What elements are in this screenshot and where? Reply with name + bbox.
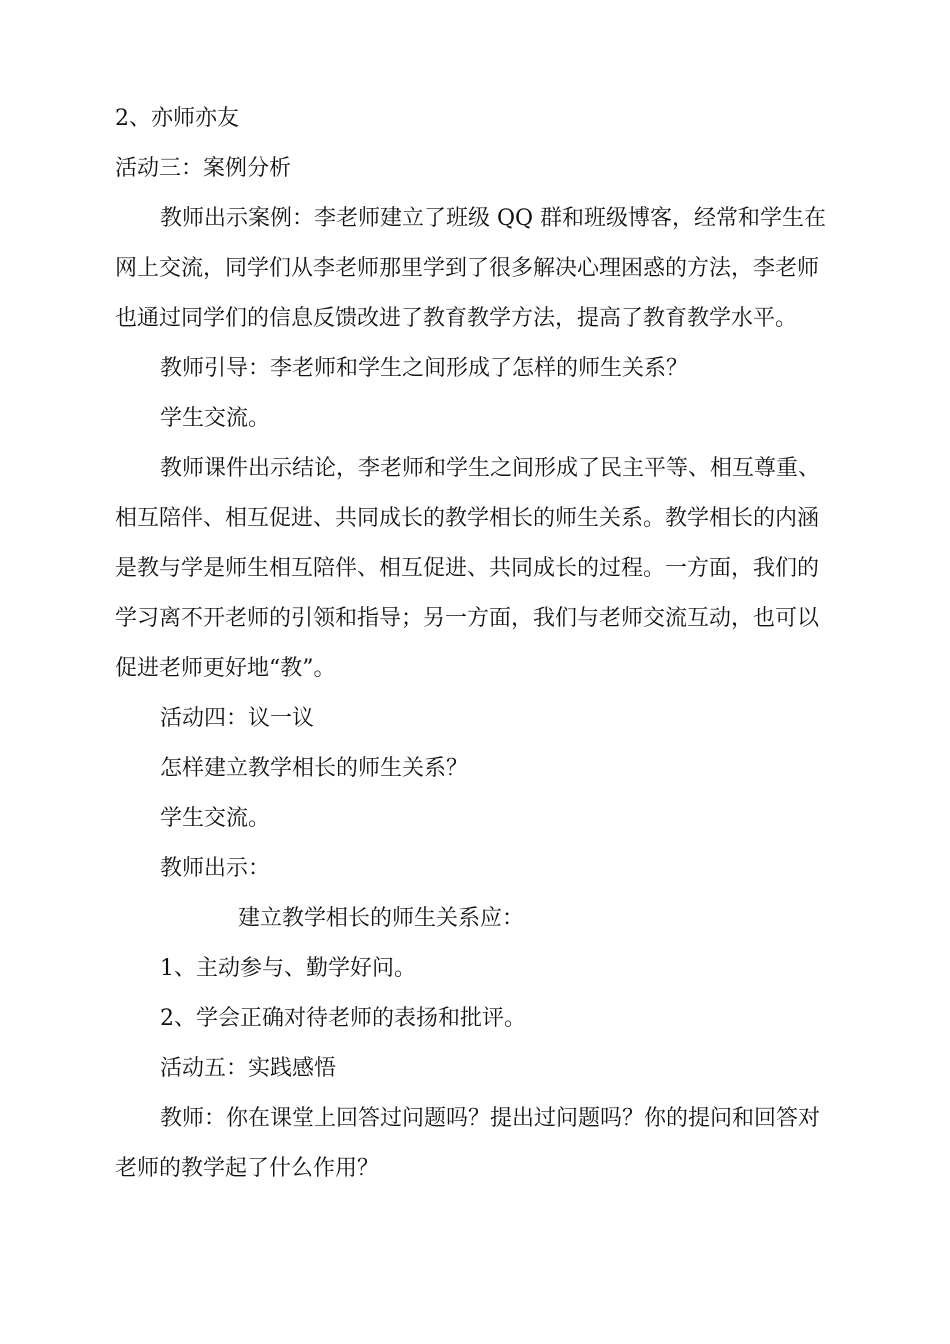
paragraph-line: 教师：你在课堂上回答过问题吗？提出过问题吗？你的提问和回答对: [160, 1106, 821, 1131]
list-heading: 建立教学相长的师生关系应：: [238, 906, 525, 931]
paragraph-line: 教师课件出示结论，李老师和学生之间形成了民主平等、相互尊重、: [160, 456, 821, 481]
list-item: 2、学会正确对待老师的表扬和批评。: [160, 1006, 526, 1031]
paragraph-line: 是教与学是师生相互陪伴、相互促进、共同成长的过程。一方面，我们的: [115, 556, 820, 581]
paragraph-line: 也通过同学们的信息反馈改进了教育教学方法，提高了教育教学水平。: [115, 306, 798, 331]
list-item: 1、主动参与、勤学好问。: [160, 956, 416, 981]
activity-heading: 活动三：案例分析: [115, 156, 292, 181]
paragraph-line: 教师引导：李老师和学生之间形成了怎样的师生关系？: [160, 356, 689, 381]
paragraph-line: 相互陪伴、相互促进、共同成长的教学相长的师生关系。教学相长的内涵: [115, 506, 820, 531]
paragraph-line: 学习离不开老师的引领和指导；另一方面，我们与老师交流互动，也可以: [115, 606, 820, 631]
paragraph-line: 教师出示：: [160, 856, 271, 881]
paragraph-line: 网上交流，同学们从李老师那里学到了很多解决心理困惑的方法，李老师: [115, 256, 820, 281]
paragraph-line: 教师出示案例：李老师建立了班级 QQ 群和班级博客，经常和学生在: [160, 206, 827, 231]
section-heading: 2、亦师亦友: [115, 106, 239, 131]
paragraph-line: 促进老师更好地“教”。: [115, 656, 336, 681]
paragraph-line: 学生交流。: [160, 406, 271, 431]
activity-heading: 活动五：实践感悟: [160, 1056, 337, 1081]
paragraph-line: 怎样建立教学相长的师生关系？: [160, 756, 469, 781]
activity-heading: 活动四：议一议: [160, 706, 315, 731]
paragraph-line: 学生交流。: [160, 806, 271, 831]
paragraph-line: 老师的教学起了什么作用？: [115, 1156, 380, 1181]
